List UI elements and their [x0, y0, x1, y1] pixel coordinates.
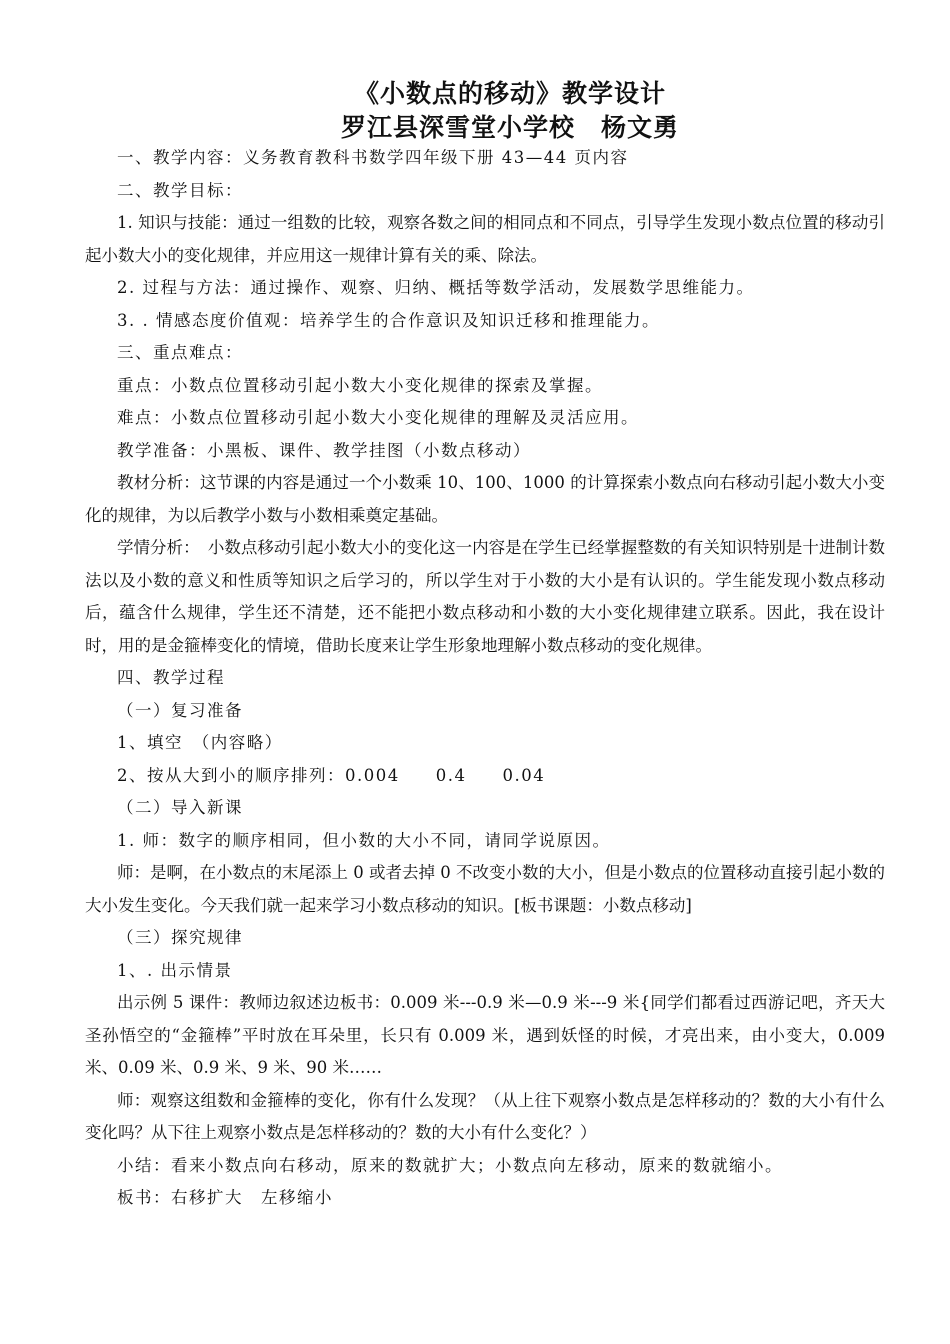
- document-subtitle: 罗江县深雪堂小学校 杨文勇: [340, 113, 679, 142]
- paragraph: 教材分析：这节课的内容是通过一个小数乘 10、100、1000 的计算探索小数点向右移动引起小数大小变化的规律，为以后教学小数与小数相乘奠定基础。: [85, 473, 885, 525]
- paragraph: 小结：看来小数点向右移动，原来的数就扩大；小数点向左移动，原来的数就缩小。: [117, 1155, 783, 1175]
- paragraph: （一）复习准备: [117, 700, 243, 720]
- paragraph: 难点：小数点位置移动引起小数大小变化规律的理解及灵活应用。: [117, 408, 639, 427]
- document-title: 《小数点的移动》教学设计: [353, 79, 666, 108]
- paragraph: 1、填空 （内容略）: [117, 733, 283, 752]
- paragraph: 2、按从大到小的顺序排列：0.004 0.4 0.04: [117, 765, 546, 785]
- paragraph: 师：是啊，在小数点的末尾添上 0 或者去掉 0 不改变小数的大小，但是小数点的位置移动直接引起小数的大小发生变化。今天我们就一起来学习小数点移动的知识。[板书课题：小数点移动]: [85, 863, 885, 915]
- paragraph: 师：观察这组数和金箍棒的变化，你有什么发现？（从上往下观察小数点是怎样移动的？数的大小有什么变化吗？从下往上观察小数点是怎样移动的？数的大小有什么变化？）: [85, 1090, 885, 1142]
- paragraph: 1、. 出示情景: [117, 960, 233, 980]
- paragraph: 学情分析： 小数点移动引起小数大小的变化这一内容是在学生已经掌握整数的有关知识特别是十进制计数法以及小数的意义和性质等知识之后学习的，所以学生对于小数的大小是有认识的。学生能发现小数点移动后，蕴含什么规律，学生还不清楚，还不能把小数点移动和小数的大小变化规律建立联系。因此，我在设计时，用的是金箍棒变化的情境，借助长度来让学生形象地理解小数点移动的变化规律。: [85, 538, 885, 655]
- paragraph: 3. . 情感态度价值观：培养学生的合作意识及知识迁移和推理能力。: [117, 310, 660, 330]
- document-body: [85, 142, 885, 1215]
- paragraph: 四、教学过程: [117, 668, 225, 687]
- paragraph: 二、教学目标：: [117, 180, 243, 200]
- paragraph: （三）探究规律: [117, 928, 243, 947]
- paragraph: 出示例 5 课件：教师边叙述边板书：0.009 米---0.9 米—0.9 米---9 米{同学们都看过西游记吧，齐天大圣孙悟空的“金箍棒”平时放在耳朵里，长只有 0.009 米，遇到妖怪的时候，才亮出来，由小变大，0.009 米、0.09 米、0.9 米、9 米、90 米……: [85, 993, 885, 1077]
- paragraph: 板书：右移扩大 左移缩小: [117, 1188, 333, 1207]
- paragraph: 教学准备：小黑板、课件、教学挂图（小数点移动）: [117, 440, 531, 460]
- paragraph: 2. 过程与方法：通过操作、观察、归纳、概括等数学活动，发展数学思维能力。: [117, 278, 755, 297]
- paragraph: 三、重点难点：: [117, 343, 243, 362]
- paragraph: 重点：小数点位置移动引起小数大小变化规律的探索及掌握。: [117, 375, 603, 395]
- paragraph: （二）导入新课: [117, 798, 243, 817]
- paragraph: 1. 知识与技能：通过一组数的比较，观察各数之间的相同点和不同点，引导学生发现小数点位置的移动引起小数大小的变化规律，并应用这一规律计算有关的乘、除法。: [85, 213, 885, 265]
- paragraph: 一、教学内容：义务教育教科书数学四年级下册 43—44 页内容: [117, 148, 629, 167]
- paragraph: 1. 师：数字的顺序相同，但小数的大小不同，请同学说原因。: [117, 830, 611, 850]
